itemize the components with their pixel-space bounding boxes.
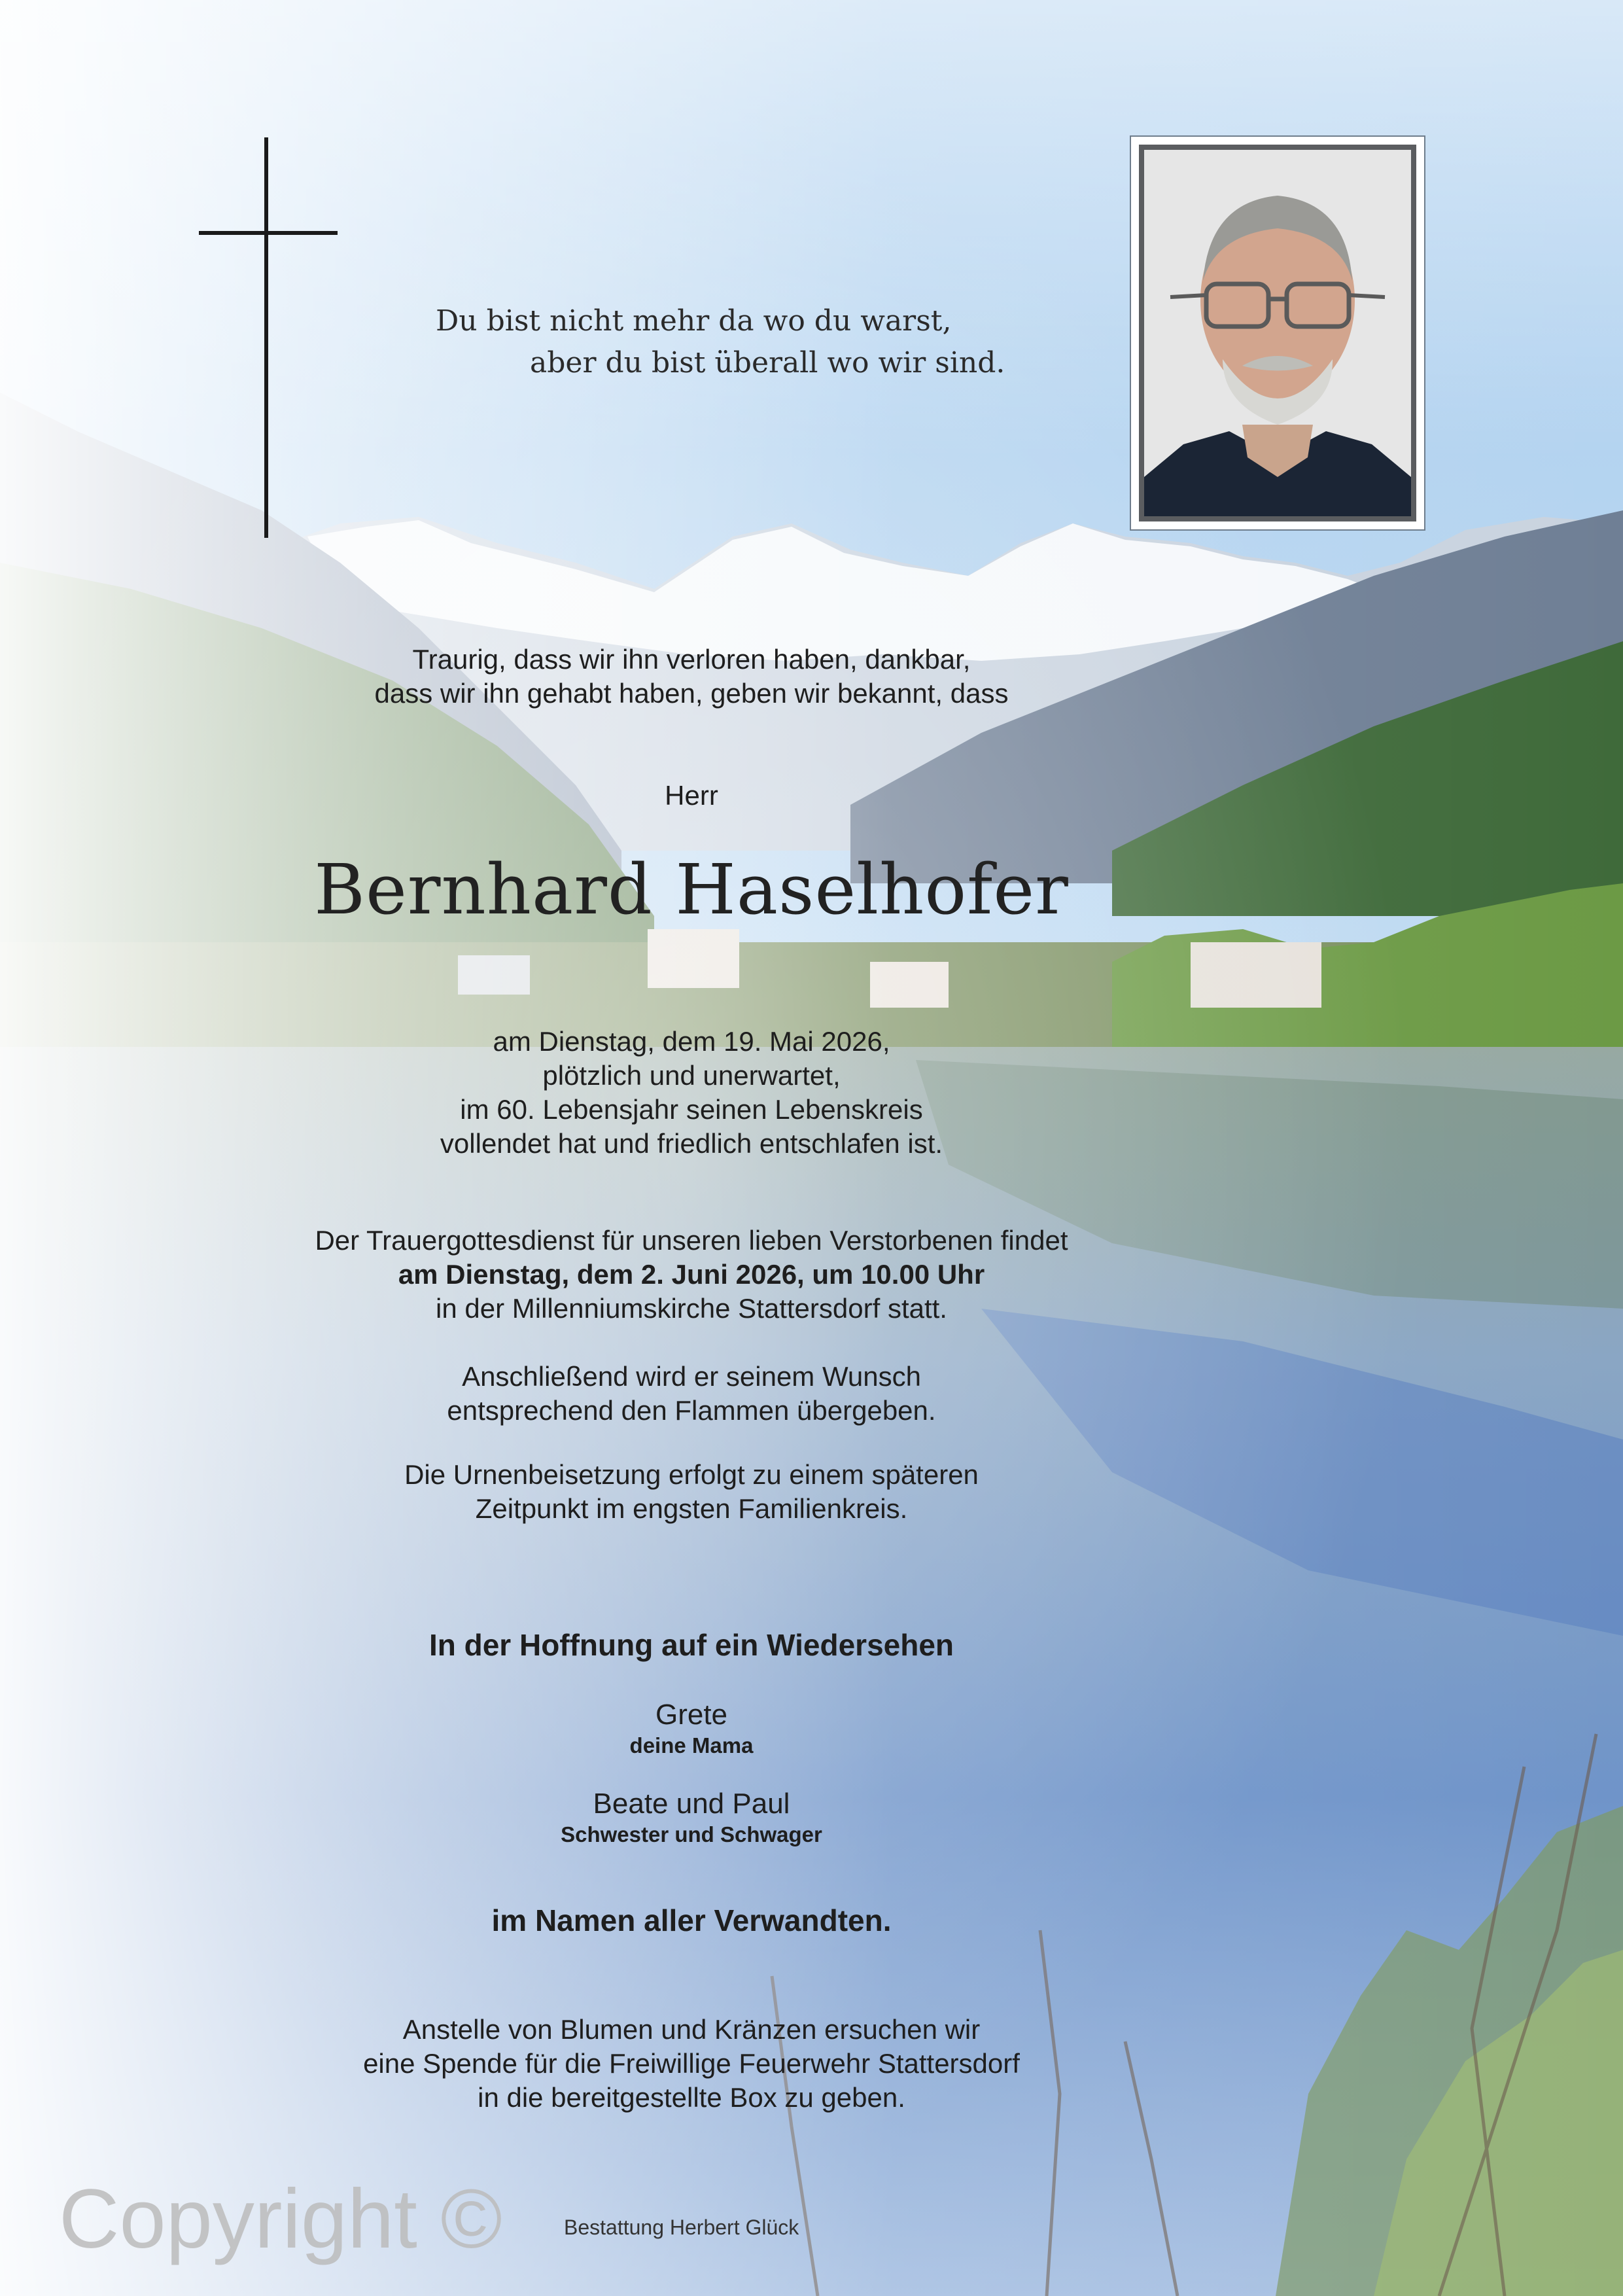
urn-line-1: Die Urnenbeisetzung erfolgt zu einem späteren xyxy=(404,1459,979,1490)
service-line-1: Der Trauergottesdienst für unseren lieben Verstorbenen findet xyxy=(315,1225,1068,1256)
death-notice-line-1: am Dienstag, dem 19. Mai 2026, xyxy=(493,1026,890,1057)
cross-icon xyxy=(264,137,268,538)
mourner-relation: Schwester und Schwager xyxy=(561,1822,822,1846)
deceased-name: Bernhard Haselhofer xyxy=(314,849,1069,930)
death-notice-line-2: plötzlich und unerwartet, xyxy=(542,1060,841,1091)
closing-line: im Namen aller Verwandten. xyxy=(491,1903,892,1937)
cross-icon-bar xyxy=(199,231,338,235)
donation-line-3: in die bereitgestellte Box zu geben. xyxy=(478,2082,905,2113)
motto-line-2: aber du bist überall wo wir sind. xyxy=(530,346,1005,380)
donation-request xyxy=(0,2013,1383,2115)
donation-line-1: Anstelle von Blumen und Kränzen ersuchen wir xyxy=(402,2014,981,2045)
mourner-name: Grete xyxy=(655,1699,728,1731)
death-notice-line-3: im 60. Lebensjahr seinen Lebenskreis xyxy=(460,1094,923,1125)
salutation: Herr xyxy=(665,780,718,811)
cremation-line-2: entsprechend den Flammen übergeben. xyxy=(447,1395,936,1426)
death-notice-line-4: vollendet hat und friedlich entschlafen ist. xyxy=(440,1128,943,1159)
cremation-info xyxy=(0,1360,1383,1428)
service-date: am Dienstag, dem 2. Juni 2026, um 10.00 Uhr xyxy=(398,1259,985,1290)
service-line-3: in der Millenniumskirche Stattersdorf statt. xyxy=(436,1293,947,1324)
portrait-photo xyxy=(1139,145,1416,521)
urn-line-2: Zeitpunkt im engsten Familienkreis. xyxy=(475,1493,908,1524)
mourner-name: Beate und Paul xyxy=(593,1788,790,1820)
copyright-watermark: Copyright © xyxy=(59,2172,502,2266)
mourner-1 xyxy=(0,1699,1383,1760)
service-info xyxy=(0,1224,1383,1326)
mourner-2 xyxy=(0,1788,1383,1849)
mourner-relation: deine Mama xyxy=(629,1733,754,1757)
undertaker-credit: Bestattung Herbert Glück xyxy=(564,2216,799,2239)
death-notice xyxy=(0,1025,1383,1161)
intro-text xyxy=(0,643,1383,711)
urn-info xyxy=(0,1458,1383,1526)
hope-line: In der Hoffnung auf ein Wiedersehen xyxy=(428,1628,954,1662)
intro-line-2: dass wir ihn gehabt haben, geben wir bekannt, dass xyxy=(374,678,1009,709)
intro-line-1: Traurig, dass wir ihn verloren haben, dankbar, xyxy=(412,644,971,675)
donation-line-2: eine Spende für die Freiwillige Feuerwehr Stattersdorf xyxy=(363,2048,1020,2079)
portrait-frame xyxy=(1130,135,1425,531)
cremation-line-1: Anschließend wird er seinem Wunsch xyxy=(462,1361,921,1392)
motto-line-1: Du bist nicht mehr da wo du warst, xyxy=(436,304,952,338)
